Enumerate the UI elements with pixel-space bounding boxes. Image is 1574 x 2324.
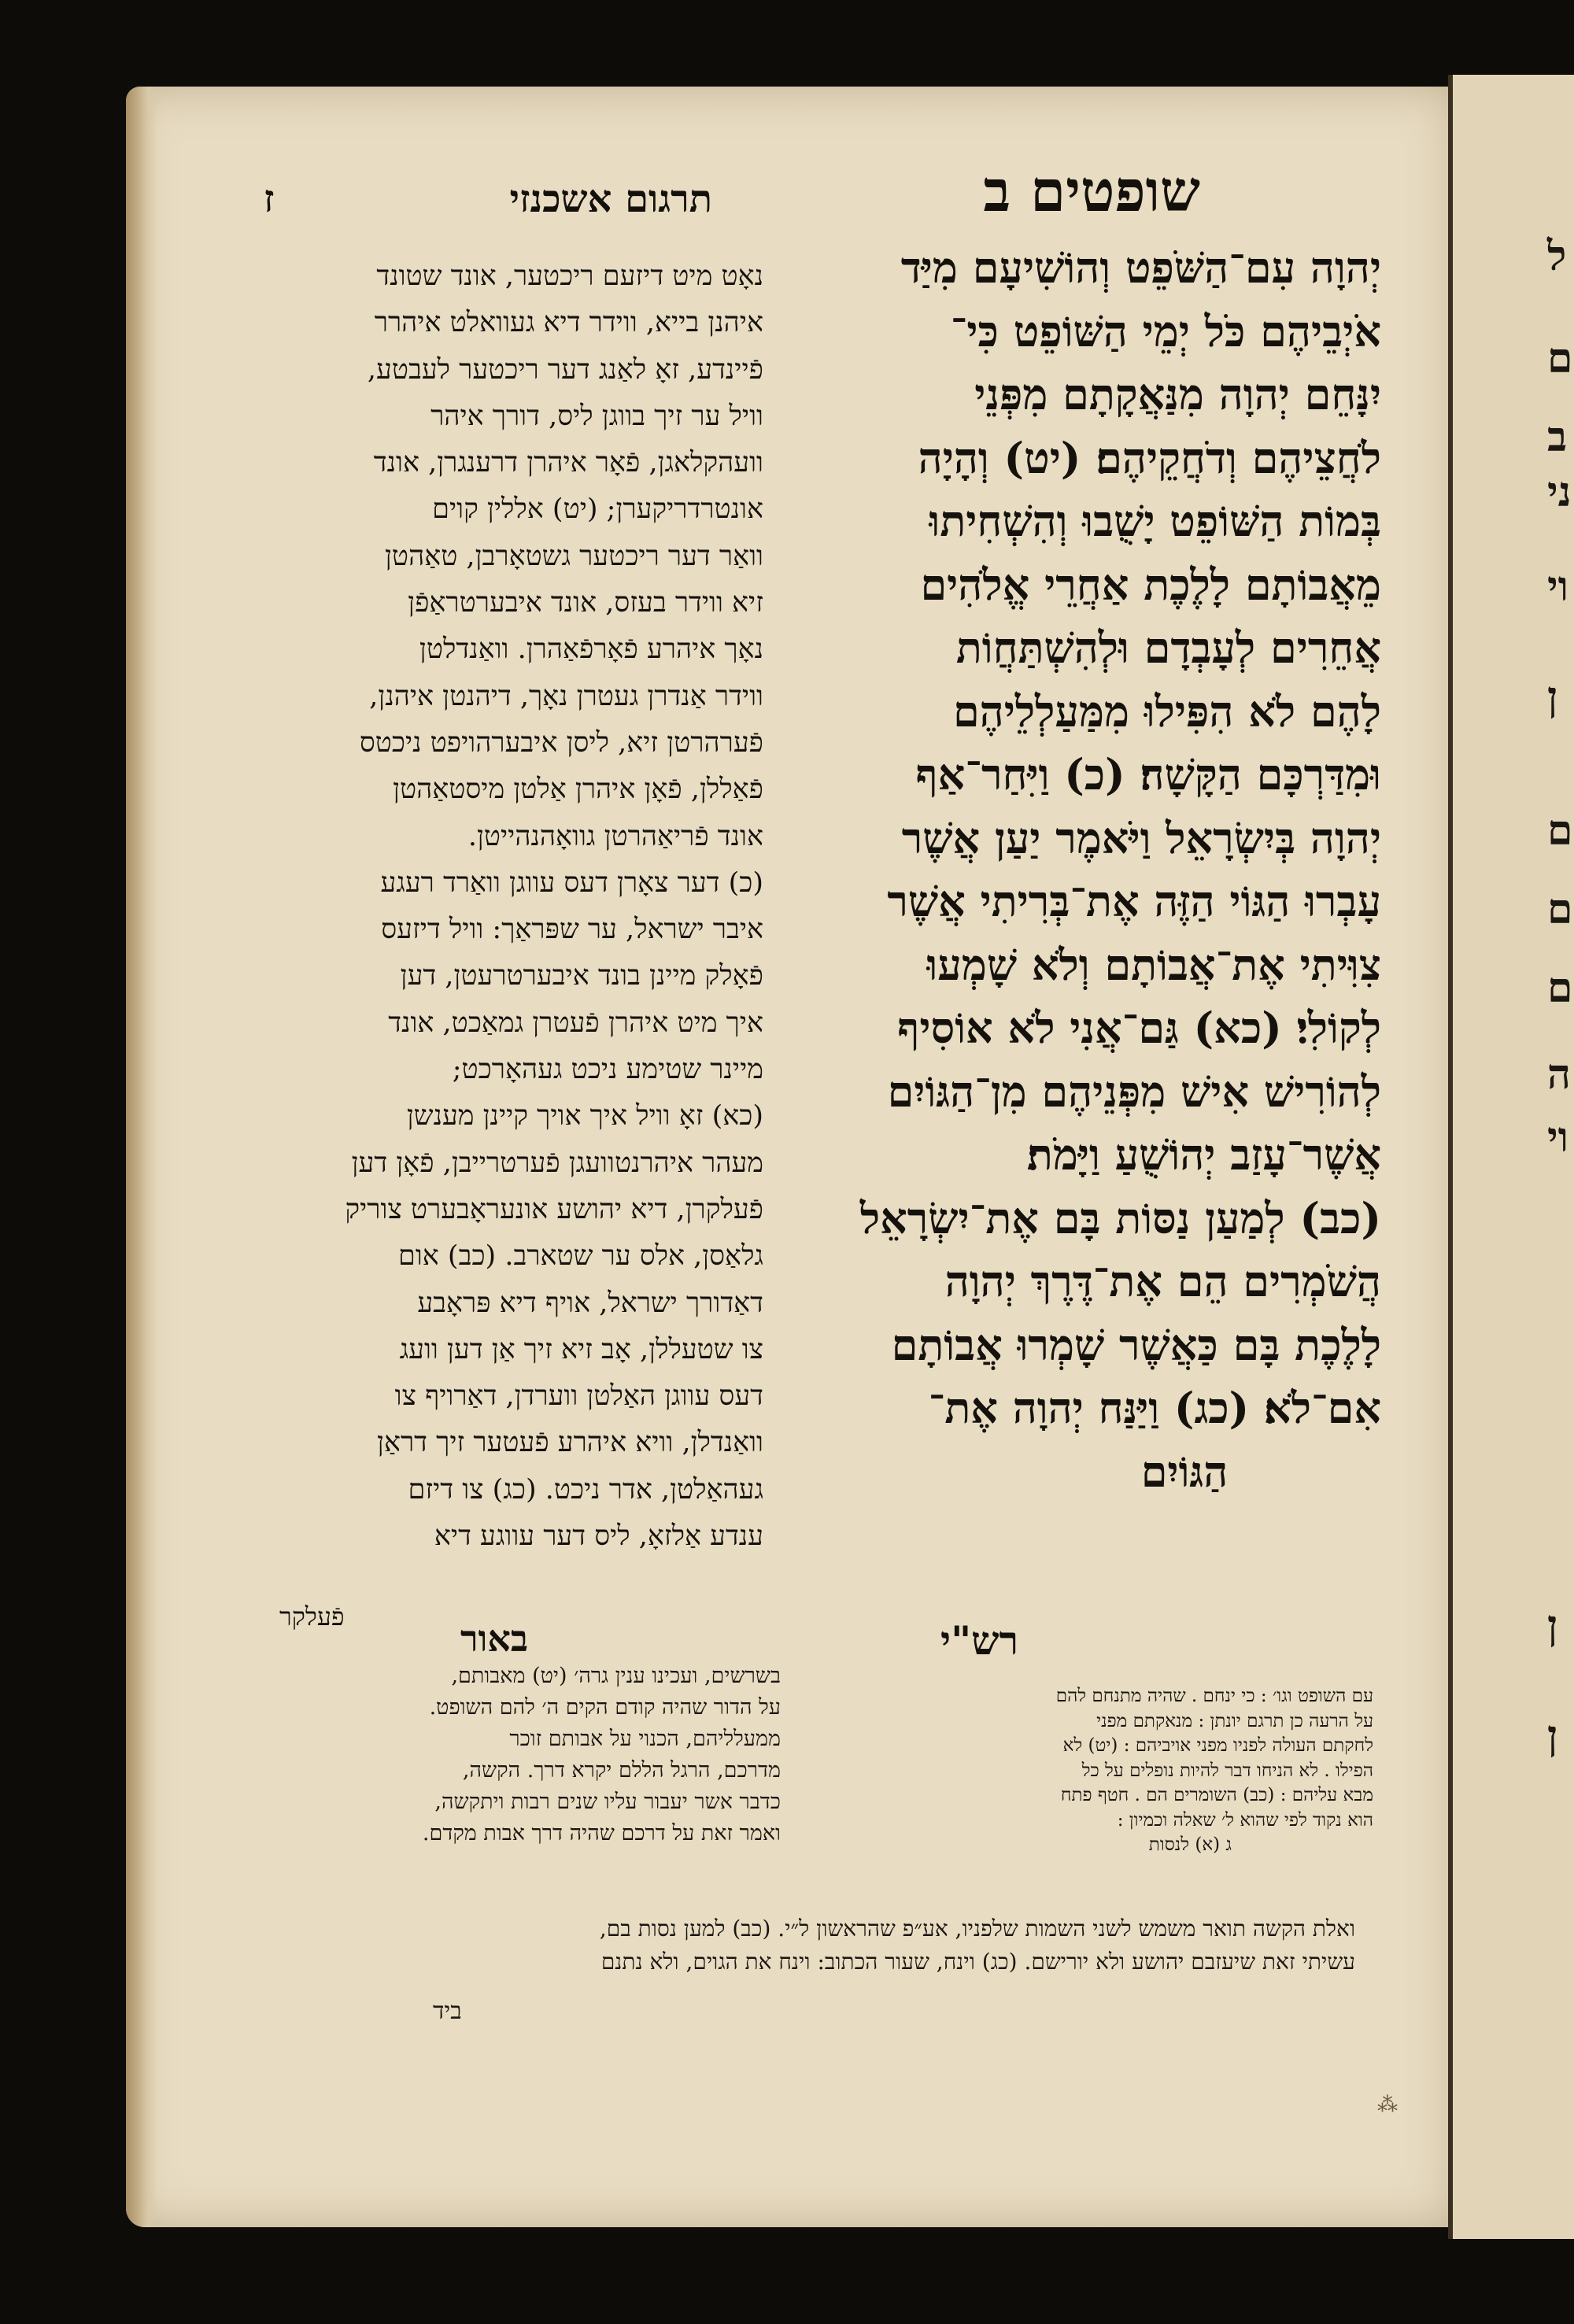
biur-title: באור	[460, 1617, 529, 1660]
yiddish-line: אונד פֿריאַהרטן גוואָהנהייטן.	[467, 820, 763, 852]
yiddish-line: נאָט מיט דיזעם ריכטער, אונד שטונד	[376, 260, 763, 292]
yiddish-line: דאַדורך ישראל, אויף דיא פּראָבע	[417, 1287, 763, 1319]
hebrew-line: עָבְרוּ הַגּוֹי הַזֶּה אֶת־בְּרִיתִי אֲשֶׁר	[887, 876, 1381, 926]
hebrew-line: הֲשֹׁמְרִים הֵם אֶת־דֶּרֶךְ יְהוָה	[944, 1256, 1381, 1306]
yiddish-line: (כ) דער צאָרן דעס עווגן וואַרד רעגע	[380, 866, 763, 899]
facing-page-letter: ם	[1547, 807, 1573, 855]
hebrew-line: לָלֶכֶת בָּם כַּאֲשֶׁר שָׁמְרוּ אֲבוֹתָם	[891, 1319, 1381, 1370]
biur-line: על הדור שהיה קודם הקים ה׳ להם השופט.	[429, 1695, 781, 1720]
biur-line: כדבר אשר יעבור עליו שנים רבות ויתקשה,	[434, 1790, 781, 1814]
yiddish-line: זיא ווידר בעזס, אונד איבערטראַפֿן	[408, 587, 763, 619]
yiddish-line: ענדע אַלזאָ, ליס דער עווגע דיא	[434, 1520, 763, 1553]
yiddish-line: פֿאָלק מיינן בונד איבערטרעטן, דען	[400, 960, 763, 992]
biur-line: בשרשים, ועכינו ענין גרה׳ (יט) מאבותם,	[451, 1664, 781, 1688]
yiddish-line: וועהקלאגן, פֿאָר איהרן דרענגרן, אונד	[373, 447, 763, 479]
hebrew-line: מֵאֲבוֹתָם לָלֶכֶת אַחֲרֵי אֱלֹהִים	[920, 559, 1381, 610]
facing-page-letter: ם	[1547, 885, 1573, 933]
yiddish-line: דעס עווגן האַלטן ווערדן, דאַרויף צו	[394, 1380, 763, 1413]
facing-page-letter: ן	[1547, 1712, 1558, 1760]
yiddish-line: ווידר אַנדרן געטרן נאָך, דיהנטן איהנן,	[369, 680, 763, 712]
rashi-line: הוא נקוד לפי שהוא ל׳ שאלה וכמיון :	[1117, 1809, 1373, 1831]
rashi-commentary	[807, 1684, 1373, 1858]
facing-page-letter: ל	[1547, 232, 1567, 280]
hebrew-line: יְהוָה בְּיִשְׂרָאֵל וַיֹּאמֶר יַעַן אֲשֶׁר	[901, 812, 1381, 863]
biur-continuation-line: ואלת הקשה תואר משמש לשני השמות שלפניו, אע״פ שהראשון ל״י. (כב) למען נסות בם,	[599, 1916, 1355, 1942]
biur-continuation-line: עשיתי זאת שיעזבם יהושע ולא יורישם. (כג) וינח, שעור הכתוב: וינח את הגוים, ולא נתנם	[600, 1949, 1355, 1975]
facing-page-letter: ם	[1547, 964, 1573, 1012]
page-catchword: ביד	[433, 1997, 462, 2025]
facing-page-letter: ם	[1547, 334, 1573, 382]
facing-page-letter: ן	[1547, 673, 1558, 721]
page-letter: ז	[264, 177, 275, 221]
biur-line: ואמר זאת על דרכם שהיה דרך אבות מקדם.	[422, 1821, 781, 1846]
biur-line: ממעלליהם, הכנוי על אבותם זוכר	[509, 1727, 781, 1751]
translation-heading: תרגום אשכנזי	[509, 177, 712, 221]
rashi-line: ג (א) לנסות	[1148, 1834, 1232, 1855]
facing-page-letter: ני	[1547, 468, 1572, 516]
yiddish-line: איך מיט איהרן פֿעטרן גמאַכט, אונד	[388, 1007, 763, 1039]
yiddish-translation-column	[220, 253, 763, 1560]
yiddish-line: איהנן בייא, ווידר דיא געוואלט איהרר	[374, 307, 763, 339]
page-edge	[126, 87, 157, 2227]
yiddish-line: וואַר דער ריכטער גשטאָרבן, טאַהטן	[385, 540, 763, 572]
yiddish-line: מיינר שטימע ניכט געהאָרכט;	[452, 1054, 763, 1086]
yiddish-line: גלאַסן, אלס ער שטארב. (כב) אום	[398, 1240, 763, 1273]
yiddish-line: איבר ישראל, ער שפּראַך: וויל דיזעס	[381, 914, 763, 946]
facing-page-letter: ן	[1547, 1602, 1558, 1650]
rashi-line: הפילו . לא הניחו דבר להיות נופלים על כל	[1081, 1760, 1373, 1781]
yiddish-line: נאָך איהרע פֿאָרפֿאַהרן. וואַנדלטן	[419, 634, 763, 666]
facing-page-letter: ה	[1547, 1051, 1571, 1099]
facing-page-letter: וי	[1547, 1114, 1568, 1162]
yiddish-line: פֿאַללן, פֿאָן איהרן אַלטן מיסטאַהטן	[393, 774, 763, 806]
hebrew-line: לְהוֹרִישׁ אִישׁ מִפְּנֵיהֶם מִן־הַגּוֹיִם	[887, 1066, 1381, 1117]
hebrew-line: לְקוֹלִי׃ (כא) גַּם־אֲנִי לֹא אוֹסִיף	[897, 1003, 1381, 1053]
biur-commentary	[222, 1661, 781, 1849]
hebrew-line: יִנָּחֵם יְהוָה מִנַּאֲקָתָם מִפְּנֵי	[974, 369, 1381, 419]
yiddish-line: פֿעלקרן, דיא יהושע אונעראָבערט צוריק	[345, 1193, 763, 1225]
hebrew-line: אֲשֶׁר־עָזַב יְהוֹשֻׁעַ וַיָּמֹת׃	[1026, 1129, 1381, 1180]
hebrew-line: יְהוָה עִם־הַשֹּׁפֵט וְהוֹשִׁיעָם מִיַּד	[900, 242, 1381, 293]
hebrew-line: צִוִּיתִי אֶת־אֲבוֹתָם וְלֹא שָׁמְעוּ	[926, 939, 1381, 990]
yiddish-catchword: פֿעלקר	[279, 1602, 345, 1631]
yiddish-line: געהאַלטן, אדר ניכט. (כג) צו דיזם	[408, 1473, 763, 1506]
yiddish-line: פֿערהרטן זיא, ליסן איבערהויפט ניכטס	[359, 726, 763, 759]
hebrew-line: לָהֶם לֹא הִפִּילוּ מִמַּעַלְלֵיהֶם	[952, 685, 1381, 737]
facing-page-fragment	[1448, 75, 1574, 2239]
rashi-line: מבא עליהם : (כב) השומרים הם . חטף פתח	[1060, 1785, 1373, 1805]
book-chapter-heading: שופטים ב	[983, 157, 1200, 224]
yiddish-line: פֿיינדע, זאָ לאַנג דער ריכטער לעבטע,	[367, 353, 763, 386]
rashi-line: על הרעה כן תרגם יונתן : מנאקתם מפני	[1096, 1710, 1373, 1731]
rashi-line: עם השופט וגו׳ : כי ינחם . שהיה מתנחם להם	[1055, 1686, 1373, 1706]
biur-line: מדרכם, הרגל הללם יקרא דרך. הקשה,	[462, 1758, 781, 1783]
yiddish-line: (כא) זאָ וויל איך אויך קיינן מענשן	[406, 1100, 763, 1132]
hebrew-line: (כב) לְמַעַן נַסּוֹת בָּם אֶת־יִשְׂרָאֵל	[859, 1192, 1381, 1243]
ink-speck: ⁂	[1377, 2093, 1398, 2117]
yiddish-line: אונטרדריקערן; (יט) אללין קוים	[432, 493, 763, 526]
facing-page-letter: ב	[1547, 413, 1568, 461]
hebrew-text-column	[815, 236, 1381, 1503]
hebrew-line: וּמִדַּרְכָּם הַקָּשָׁה׃ (כ) וַיִּחַר־אַף	[915, 749, 1381, 800]
hebrew-line: לֹחֲצֵיהֶם וְדֹחֲקֵיהֶם׃ (יט) וְהָיָה	[918, 432, 1381, 483]
rashi-line: לחקתם העולה לפניו מפני אויביהם : (יט) לא	[1062, 1735, 1373, 1756]
hebrew-line: הַגּוֹיִם	[1140, 1446, 1229, 1497]
hebrew-line: אֹיְבֵיהֶם כֹּל יְמֵי הַשּׁוֹפֵט כִּי־	[950, 305, 1381, 357]
yiddish-line: וויל ער זיך בווגן ליס, דורך איהר	[430, 400, 763, 432]
biur-continuation	[222, 1912, 1355, 1979]
yiddish-line: וואַנדלן, וויא איהרע פֿעטער זיך דראַן	[377, 1427, 763, 1459]
hebrew-line: אִם־לֹא׃ (כג) וַיַּנַּח יְהוָה אֶת־	[928, 1383, 1381, 1433]
hebrew-line: בְּמוֹת הַשּׁוֹפֵט יָשֻׁבוּ וְהִשְׁחִיתוּ	[929, 496, 1381, 546]
yiddish-line: צו שטעללן, אָב זיא זיך אַן דען וועג	[399, 1333, 763, 1365]
rashi-title: רש"י	[940, 1617, 1019, 1664]
facing-page-letter: וי	[1547, 563, 1568, 611]
hebrew-line: אֲחֵרִים לְעָבְדָם וּלְהִשְׁתַּחֲוֹת	[955, 623, 1381, 673]
yiddish-line: מעהר איהרנטוועגן פֿערטרייבן, פֿאָן דען	[351, 1147, 763, 1179]
